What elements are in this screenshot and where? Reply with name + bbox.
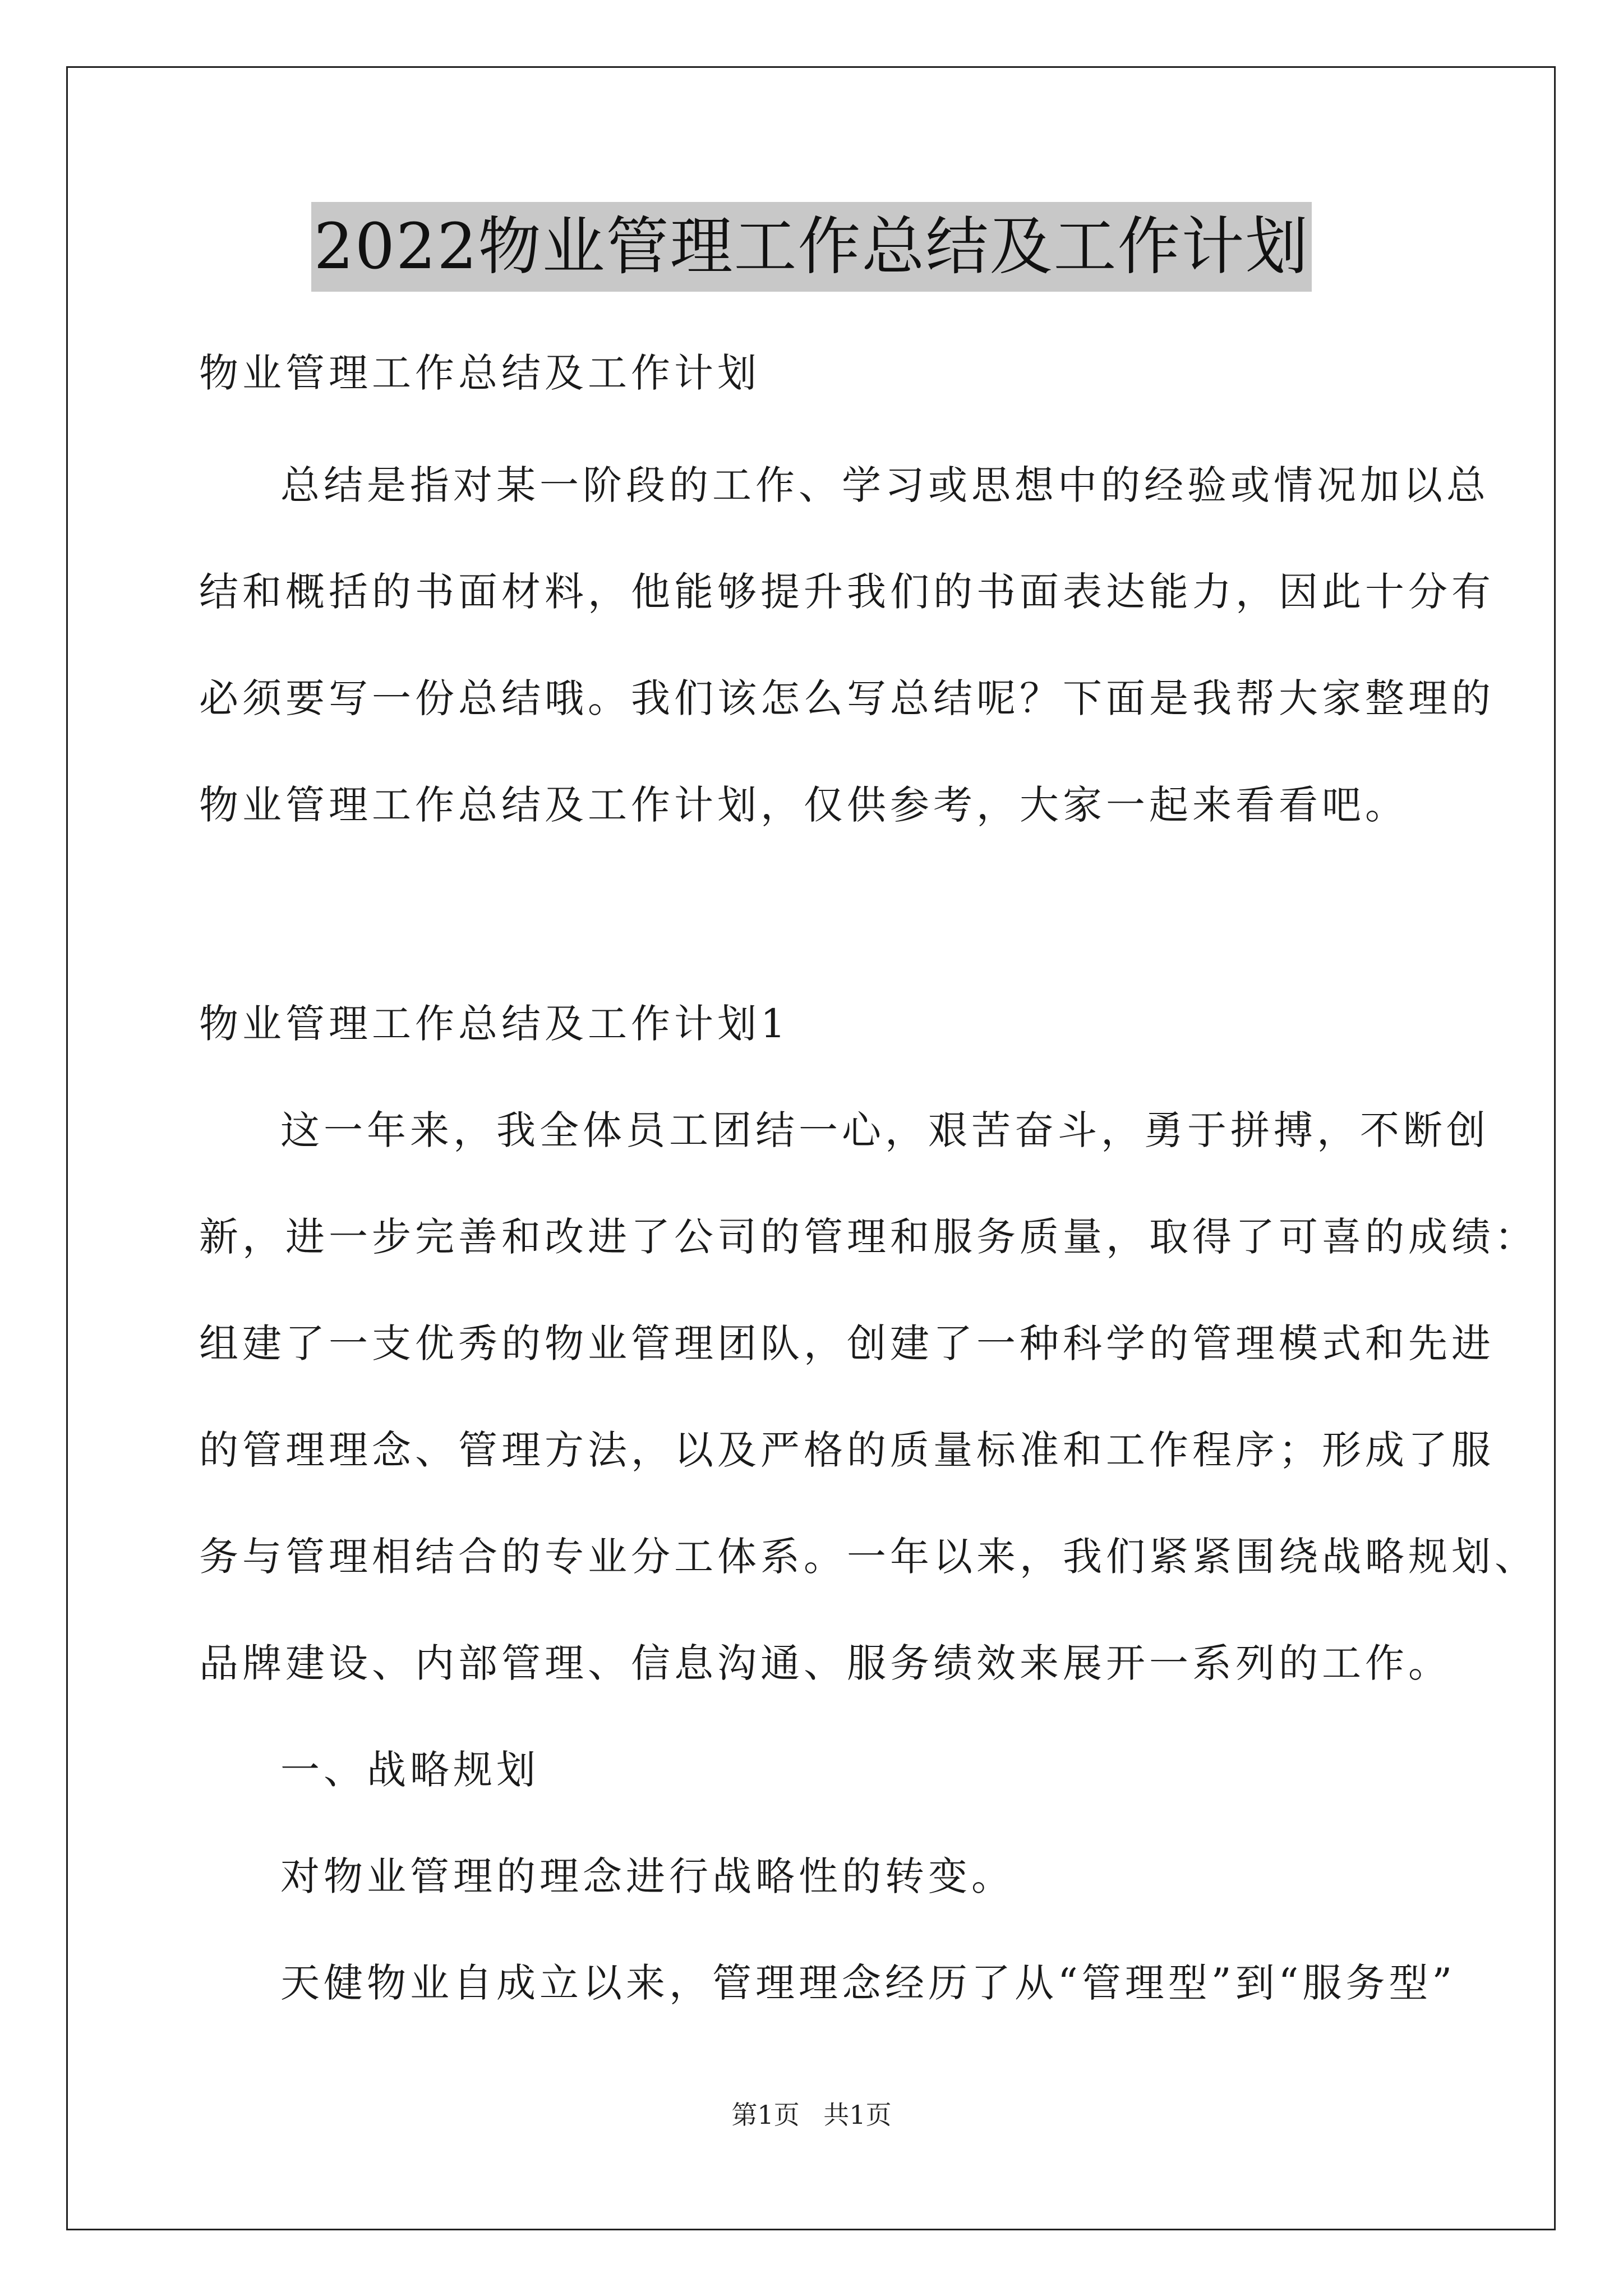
section-line-1: 这一年来，我全体员工团结一心，艰苦奋斗，勇于拼搏，不断创 bbox=[280, 1107, 1490, 1153]
document-subtitle: 物业管理工作总结及工作计划 bbox=[199, 350, 760, 396]
section-heading: 物业管理工作总结及工作计划1 bbox=[199, 1001, 790, 1047]
intro-line-1: 总结是指对某一阶段的工作、学习或思想中的经验或情况加以总 bbox=[280, 462, 1490, 508]
page-footer: 第1页 共1页 bbox=[731, 2100, 892, 2130]
section-line-3: 组建了一支优秀的物业管理团队，创建了一种科学的管理模式和先进 bbox=[199, 1320, 1495, 1366]
last-line: 天健物业自成立以来，管理理念经历了从“管理型”到“服务型” bbox=[280, 1960, 1456, 2006]
intro-line-2: 结和概括的书面材料，他能够提升我们的书面表达能力，因此十分有 bbox=[199, 569, 1495, 615]
section-line-2: 新，进一步完善和改进了公司的管理和服务质量，取得了可喜的成绩： bbox=[199, 1214, 1538, 1260]
document-title: 2022物业管理工作总结及工作计划 bbox=[311, 202, 1311, 292]
intro-line-3: 必须要写一份总结哦。我们该怎么写总结呢？下面是我帮大家整理的 bbox=[199, 675, 1495, 721]
section-line-4: 的管理理念、管理方法，以及严格的质量标准和工作程序；形成了服 bbox=[199, 1427, 1495, 1473]
section-line-6: 品牌建设、内部管理、信息沟通、服务绩效来展开一系列的工作。 bbox=[199, 1640, 1451, 1686]
strategy-line: 对物业管理的理念进行战略性的转变。 bbox=[280, 1853, 1015, 1899]
title-container bbox=[0, 202, 1623, 292]
section-line-5: 务与管理相结合的专业分工体系。一年以来，我们紧紧围绕战略规划、 bbox=[199, 1534, 1538, 1580]
strategy-heading: 一、战略规划 bbox=[280, 1747, 540, 1793]
intro-line-4: 物业管理工作总结及工作计划，仅供参考，大家一起来看看吧。 bbox=[199, 782, 1408, 828]
